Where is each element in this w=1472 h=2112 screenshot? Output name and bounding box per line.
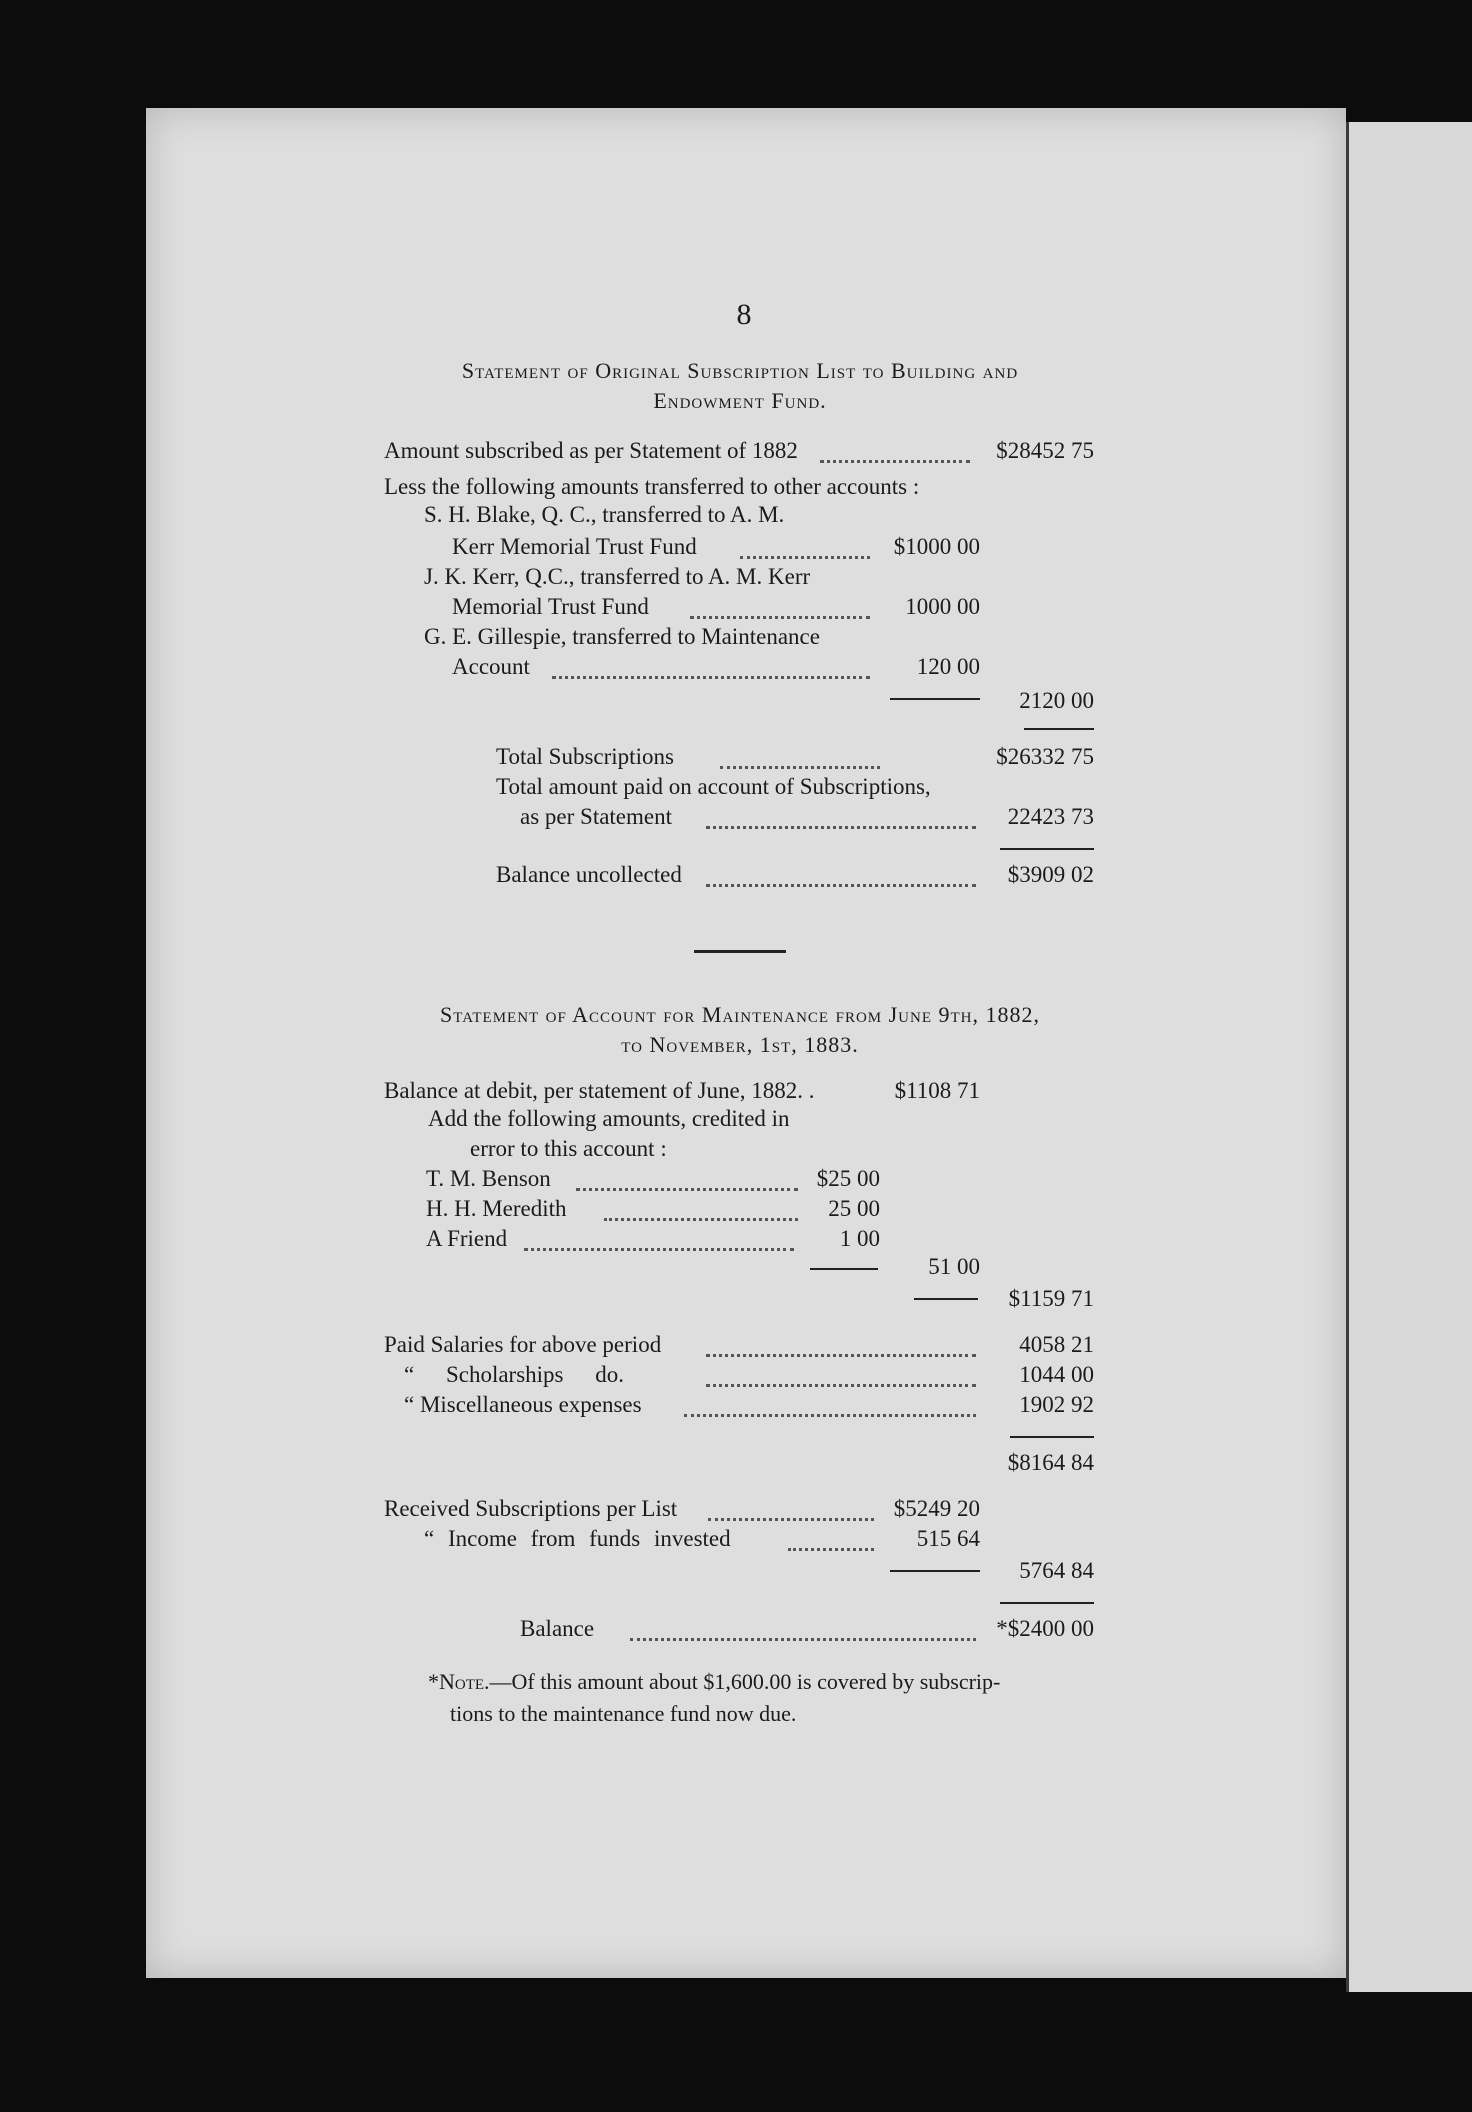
expense-3-label: “ Miscellaneous expenses (404, 1392, 642, 1417)
add-line1: Add the following amounts, credited in (428, 1106, 790, 1131)
expense-1-label: Paid Salaries for above period (384, 1332, 662, 1357)
leader-dots (706, 824, 976, 829)
leader-dots (524, 1246, 794, 1251)
expenses-total: $8164 84 (1007, 1450, 1094, 1475)
leader-dots (720, 764, 880, 769)
total-paid-line1: Total amount paid on account of Subscriptions, (496, 774, 931, 799)
transfer-3-line2: Account (452, 654, 530, 679)
received-label: Received Subscriptions per List (384, 1496, 678, 1521)
leader-dots (706, 1352, 976, 1357)
rule (1000, 848, 1094, 850)
balance-debit-label: Balance at debit, per statement of June, 1882. . (384, 1078, 815, 1103)
footnote-prefix: *Note. (428, 1669, 490, 1694)
leader-dots (690, 614, 870, 619)
credit-1-name: T. M. Benson (426, 1166, 551, 1191)
rule (1010, 1436, 1094, 1438)
section2-heading-line2: to November, 1st, 1883. (621, 1032, 859, 1057)
received-total: 5764 84 (1019, 1558, 1094, 1583)
leader-dots (630, 1636, 976, 1641)
balance-label: Balance (520, 1616, 595, 1641)
rule (1024, 728, 1094, 730)
balance-value: *$2400 00 (996, 1616, 1094, 1641)
facing-page-edge (1346, 122, 1472, 1992)
income-label: “ Income from funds invested (424, 1526, 731, 1551)
section2-heading-line1: Statement of Account for Maintenance from June 9th, 1882, (440, 1002, 1040, 1027)
expense-1-value: 4058 21 (1019, 1332, 1094, 1357)
credit-1-value: $25 00 (816, 1166, 880, 1191)
footnote-text2: tions to the maintenance fund now due. (450, 1701, 797, 1726)
income-value: 515 64 (916, 1526, 980, 1551)
transfer-1-line1: S. H. Blake, Q. C., transferred to A. M. (424, 502, 785, 527)
credits-total: 51 00 (928, 1254, 980, 1279)
received-value: $5249 20 (893, 1496, 980, 1521)
transfer-2-value: 1000 00 (905, 594, 980, 619)
leader-dots (576, 1186, 798, 1191)
balance-uncollected-value: $3909 02 (1007, 862, 1094, 887)
total-paid-value: 22423 73 (1007, 804, 1094, 829)
transfer-3-line1: G. E. Gillespie, transferred to Maintenance (424, 624, 820, 649)
credit-3-name: A Friend (426, 1226, 508, 1251)
leader-dots (552, 674, 870, 679)
section-divider (694, 950, 786, 953)
expense-3-value: 1902 92 (1019, 1392, 1094, 1417)
transfer-2-line2: Memorial Trust Fund (452, 594, 649, 619)
leader-dots (740, 554, 870, 559)
transfer-1-value: $1000 00 (893, 534, 980, 559)
credit-2-value: 25 00 (828, 1196, 880, 1221)
rule (810, 1268, 878, 1270)
transfer-1-line2: Kerr Memorial Trust Fund (452, 534, 697, 559)
leader-dots (708, 1516, 874, 1521)
leader-dots (706, 882, 976, 887)
amount-subscribed-label: Amount subscribed as per Statement of 1882 (384, 438, 798, 463)
expense-2-label: “ Scholarships do. (404, 1362, 625, 1387)
amount-subscribed-value: $28452 75 (996, 438, 1094, 463)
balance-uncollected-label: Balance uncollected (496, 862, 682, 887)
rule (1000, 1602, 1094, 1604)
total-paid-line2: as per Statement (520, 804, 673, 829)
transfer-3-value: 120 00 (916, 654, 980, 679)
leader-dots (788, 1546, 874, 1551)
expense-2-value: 1044 00 (1019, 1362, 1094, 1387)
section1-heading-line1: Statement of Original Subscription List to Building and (461, 358, 1019, 383)
transfers-total: 2120 00 (1019, 688, 1094, 713)
leader-dots (604, 1216, 798, 1221)
page-number: 8 (736, 298, 752, 331)
leader-dots (706, 1382, 976, 1387)
section1-heading-line2: Endowment Fund. (653, 388, 827, 413)
footnote-text: —Of this amount about $1,600.00 is covered by subscrip- (489, 1669, 1001, 1694)
leader-dots (820, 458, 970, 463)
total-subscriptions-label: Total Subscriptions (496, 744, 674, 769)
footnote (428, 1666, 1108, 1730)
total-subscriptions-value: $26332 75 (996, 744, 1094, 769)
less-label: Less the following amounts transferred to other accounts : (384, 474, 920, 499)
credit-2-name: H. H. Meredith (426, 1196, 567, 1221)
leader-dots (684, 1412, 976, 1417)
transfer-2-line1: J. K. Kerr, Q.C., transferred to A. M. Kerr (424, 564, 811, 589)
credit-3-value: 1 00 (839, 1226, 880, 1251)
add-line2: error to this account : (470, 1136, 667, 1161)
balance-debit-value: $1108 71 (894, 1078, 980, 1103)
subtotal: $1159 71 (1008, 1286, 1094, 1311)
